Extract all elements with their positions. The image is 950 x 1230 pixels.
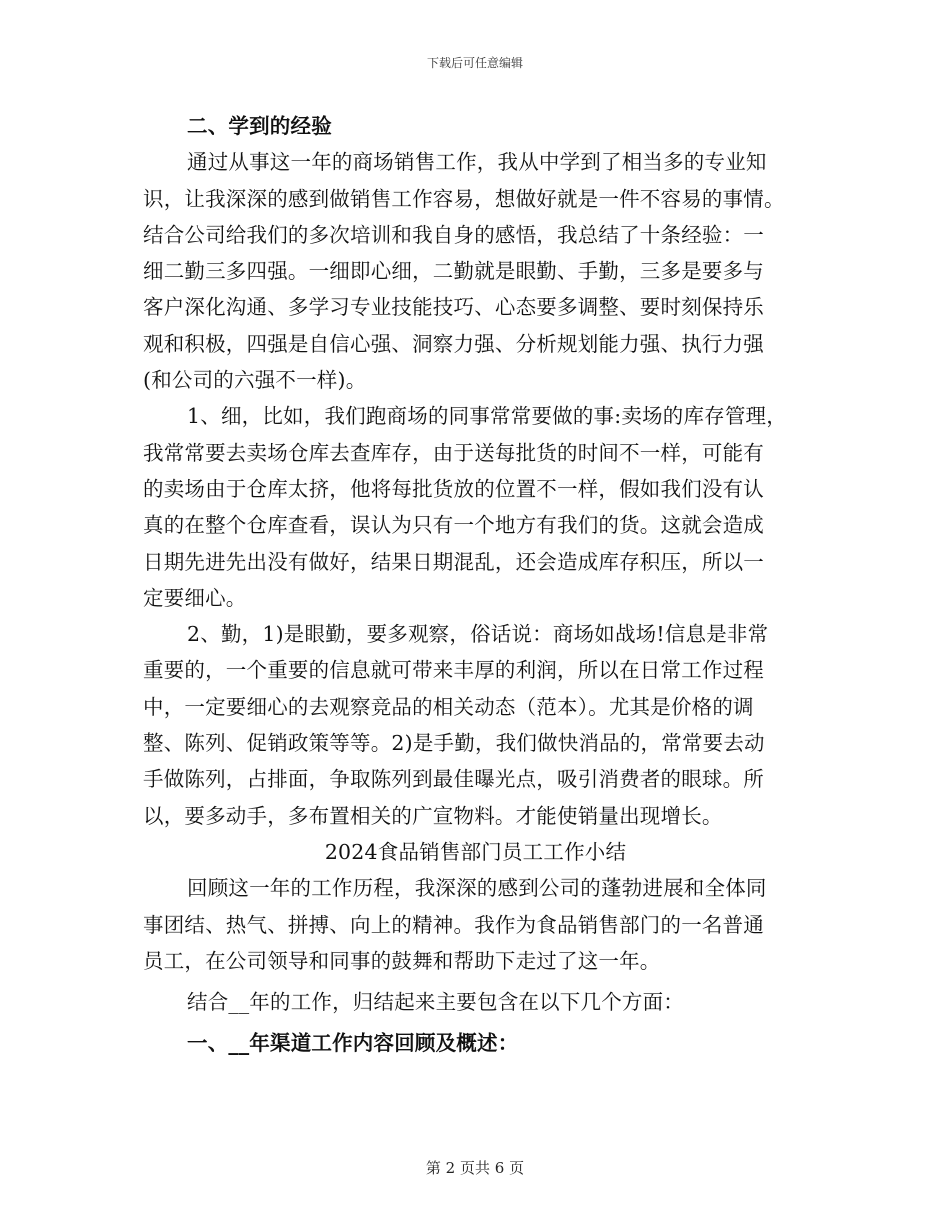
text-line: 1、细，比如，我们跑商场的同事常常要做的事:卖场的库存管理， bbox=[187, 404, 787, 429]
section-heading: 二、学到的经验 bbox=[187, 114, 332, 138]
text-line: 客户深化沟通、多学习专业技能技巧、心态要多调整、要时刻保持乐 bbox=[143, 295, 764, 320]
text-line: 以，要多动手，多布置相关的广宣物料。才能使销量出现增长。 bbox=[143, 803, 723, 828]
page-number-footer: 第 2 页共 6 页 bbox=[425, 1159, 525, 1177]
text-line: 日期先进先出没有做好，结果日期混乱，还会造成库存积压，所以一 bbox=[143, 549, 764, 574]
document-body bbox=[143, 108, 808, 1062]
text-line: 手做陈列，占排面，争取陈列到最佳曝光点，吸引消费者的眼球。所 bbox=[143, 767, 764, 792]
text-line: 事团结、热气、拼搏、向上的精神。我作为食品销售部门的一名普通 bbox=[143, 912, 764, 937]
text-line: (和公司的六强不一样)。 bbox=[143, 368, 367, 393]
text-line: 回顾这一年的工作历程，我深深的感到公司的蓬勃进展和全体同 bbox=[187, 876, 767, 901]
text-line: 观和积极，四强是自信心强、洞察力强、分析规划能力强、执行力强 bbox=[143, 331, 764, 356]
text-line: 重要的，一个重要的信息就可带来丰厚的利润，所以在日常工作过程 bbox=[143, 658, 764, 683]
text-line: 的卖场由于仓库太挤，他将每批货放的位置不一样，假如我们没有认 bbox=[143, 476, 764, 501]
document-title: 2024食品销售部门员工工作小结 bbox=[324, 839, 627, 864]
running-header: 下载后可任意编辑 bbox=[426, 56, 523, 70]
text-line: 结合__年的工作，归结起来主要包含在以下几个方面： bbox=[187, 990, 684, 1015]
text-line: 结合公司给我们的多次培训和我自身的感悟，我总结了十条经验：一 bbox=[143, 222, 764, 247]
text-line: 定要细心。 bbox=[143, 585, 247, 610]
text-line: 2、勤，1)是眼勤，要多观察，俗话说：商场如战场!信息是非常 bbox=[187, 622, 769, 647]
text-line: 中，一定要细心的去观察竞品的相关动态（范本）。尤其是价格的调 bbox=[143, 694, 754, 719]
text-line: 我常常要去卖场仓库去查库存，由于送每批货的时间不一样，可能有 bbox=[143, 440, 764, 465]
text-line: 细二勤三多四强。一细即心细，二勤就是眼勤、手勤，三多是要多与 bbox=[143, 259, 764, 284]
text-line: 整、陈列、促销政策等等。2)是手勤，我们做快消品的，常常要去动 bbox=[143, 731, 765, 756]
text-line: 识，让我深深的感到做销售工作容易，想做好就是一件不容易的事情。 bbox=[143, 186, 785, 211]
text-line: 通过从事这一年的商场销售工作，我从中学到了相当多的专业知 bbox=[187, 150, 767, 175]
section-heading: 一、__年渠道工作内容回顾及概述： bbox=[187, 1031, 519, 1056]
text-line: 员工，在公司领导和同事的鼓舞和帮助下走过了这一年。 bbox=[143, 948, 661, 973]
text-line: 真的在整个仓库查看，误认为只有一个地方有我们的货。这就会造成 bbox=[143, 513, 764, 538]
